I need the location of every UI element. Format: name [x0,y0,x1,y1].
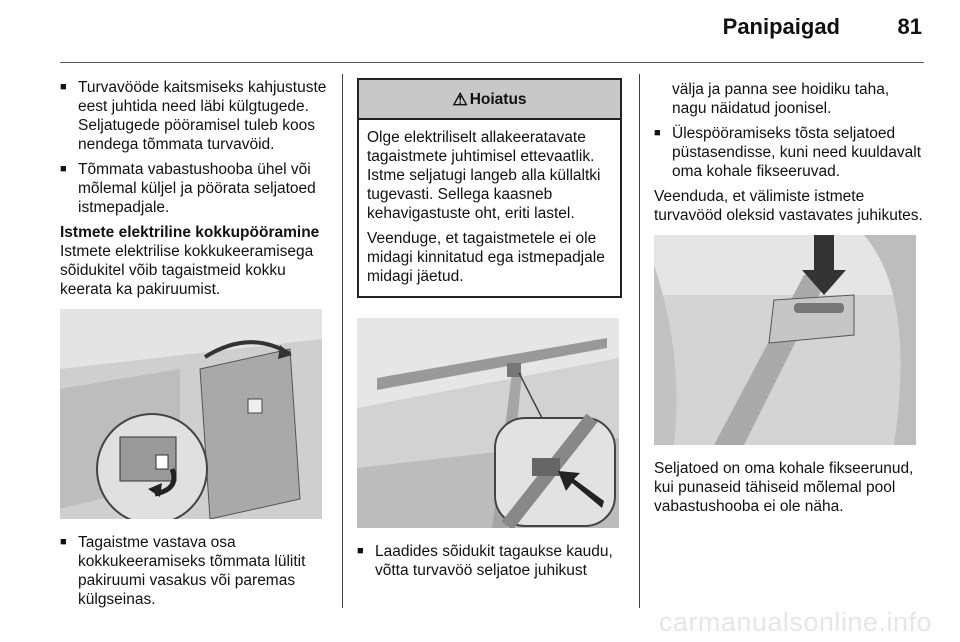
warning-header [359,80,620,120]
seatback-latch-illustration [654,235,916,445]
bullet-item: ■ Tagaistme vastava osa kokkukeeramiseks tõmmata lülitit pakiruumi vasakus või paremas külgseinas. [60,533,330,609]
cargo-seat-switch-illustration [60,309,322,519]
paragraph: Istmete elektrilise kokkukeeramisega sõidukitel võib tagaistmeid kokku keerata ka pakiruumist. [60,243,314,298]
bullet-item: ■ Tõmmata vabastushooba ühel või mõlemal küljel ja pöörata seljatoed istmepadjale. [60,160,330,217]
column-3 [654,80,926,522]
warning-box [357,78,622,298]
seatbelt-guide-illustration [357,318,619,528]
bullet-item: ■ Ülespööramiseks tõsta seljatoed püstasendisse, kuni need kuuldavalt oma kohale fikseeruvad. [654,124,926,181]
paragraph: Seljatoed on oma kohale fikseerunud, kui punaseid tähiseid mõlemal pool vabastushooba ei ole näha. [654,460,914,515]
continuation-text: välja ja panna see hoidiku taha, nagu näidatud joonisel. [672,81,890,117]
warning-title: Hoiatus [469,90,527,108]
column-divider-right [639,74,640,608]
page-header-title: Panipaigad [722,14,840,39]
bullet-item: ■ Laadides sõidukit tagaukse kaudu, võtta turvavöö seljatoe juhikust [357,542,622,580]
warning-paragraph: Olge elektriliselt allakeeratavate tagaistmete juhtimisel ettevaatlik. Istme seljatugi langeb alla küllaltki tugevasti. Sellega kaasneb kehavigastuste oht, eriti lastel. [367,129,601,222]
bullet-item: ■ Turvavööde kaitsmiseks kahjustuste eest juhtida need läbi külgtugede. Seljatugede pööramisel tuleb koos nendega tõmmata turvavöid. [60,78,330,154]
column-2 [357,78,622,586]
warning-triangle-icon: ⚠ [452,89,468,109]
header-rule [60,62,924,63]
section-heading: Istmete elektriline kokkupööramine [60,224,320,241]
column-1 [60,78,330,615]
warning-body [359,120,620,296]
paragraph: Veenduda, et välimiste istmete turvavööd oleksid vastavates juhikutes. [654,188,923,224]
column-divider-left [342,74,343,608]
watermark: carmanualsonline.info [658,607,932,637]
page-number: 81 [897,14,922,39]
warning-paragraph: Veenduge, et tagaistmetele ei ole midagi kinnitatud ega istmepadjale midagi jäetud. [367,230,605,285]
